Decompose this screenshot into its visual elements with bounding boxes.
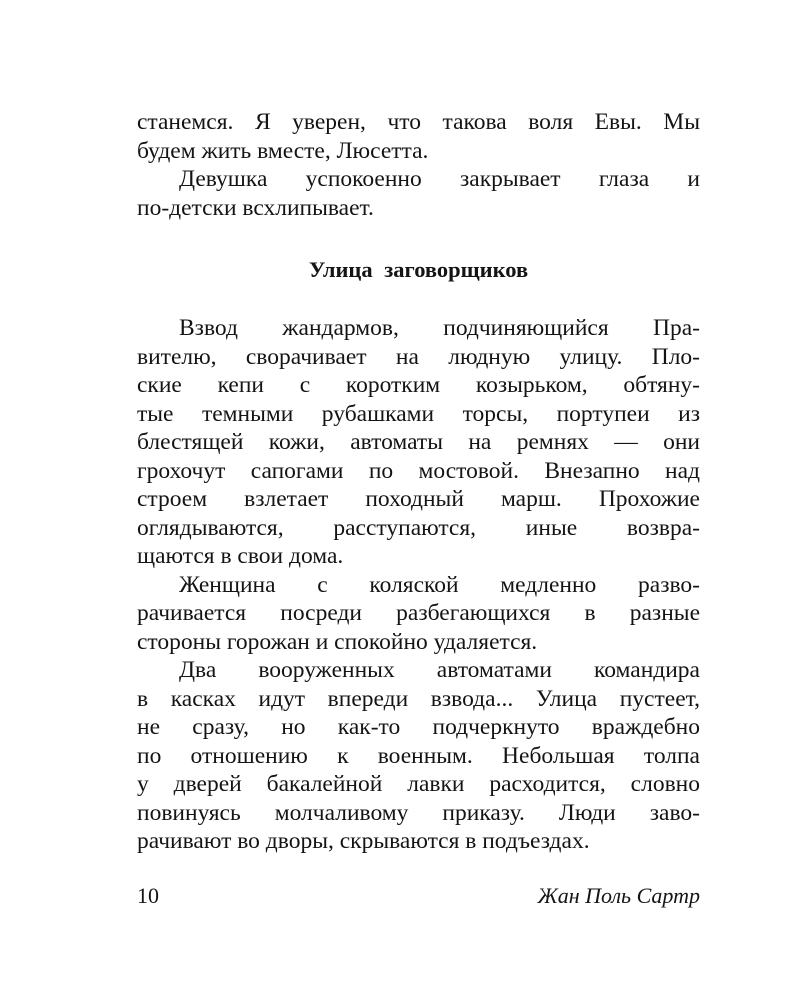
paragraph: [137, 108, 700, 165]
text-line: вителю, сворачивает на людную улицу. Пло-: [137, 343, 700, 370]
text-line: оглядываются, расступаются, иные возвра-: [137, 514, 700, 541]
text-line: по отношению к военным. Небольшая толпа: [137, 742, 700, 769]
text-line: Женщина с коляской медленно разво-: [179, 571, 700, 598]
text-line: грохочут сапогами по мостовой. Внезапно над: [137, 457, 700, 484]
text-line: рачивают во дворы, скрываются в подъездах.: [137, 828, 590, 854]
text-line: Девушка успокоенно закрывает глаза и: [179, 166, 700, 192]
page-footer: [137, 881, 700, 911]
text-line: рачивается посреди разбегающихся в разные: [137, 600, 700, 626]
paragraph: [137, 656, 700, 856]
text-line: ские кепи с коротким козырьком, обтяну-: [137, 372, 700, 398]
text-line: строем взлетает походный марш. Прохожие: [137, 486, 700, 512]
text-line: в касках идут впереди взвода... Улица пустеет,: [137, 685, 700, 712]
chapter-heading: Улица заговорщиков: [308, 257, 529, 282]
text-line: блестящей кожи, автоматы на ремнях — они: [137, 429, 700, 455]
text-line: Взвод жандармов, подчиняющийся Пра-: [179, 315, 700, 341]
page-number: 10: [137, 883, 159, 908]
text-line: тые темными рубашками торсы, портупеи из: [137, 400, 700, 427]
text-line: по-детски всхлипывает.: [137, 194, 374, 221]
text-line: не сразу, но как-то подчеркнуто враждебно: [137, 714, 700, 740]
text-line: стороны горожан и спокойно удаляется.: [137, 628, 538, 655]
text-line: Два вооруженных автоматами командира: [179, 657, 700, 683]
paragraph: [137, 165, 700, 222]
paragraph: [137, 314, 700, 571]
text-line: у дверей бакалейной лавки расходится, словно: [137, 771, 700, 797]
text-line: будем жить вместе, Люсетта.: [137, 137, 429, 164]
text-line: станемся. Я уверен, что такова воля Евы. Мы: [137, 109, 700, 135]
text-line: повинуясь молчаливому приказу. Люди заво-: [137, 799, 700, 826]
text-line: щаются в свои дома.: [137, 543, 344, 569]
running-author: Жан Поль Сартр: [537, 883, 700, 908]
page-body: [137, 108, 700, 856]
paragraph: [137, 571, 700, 657]
